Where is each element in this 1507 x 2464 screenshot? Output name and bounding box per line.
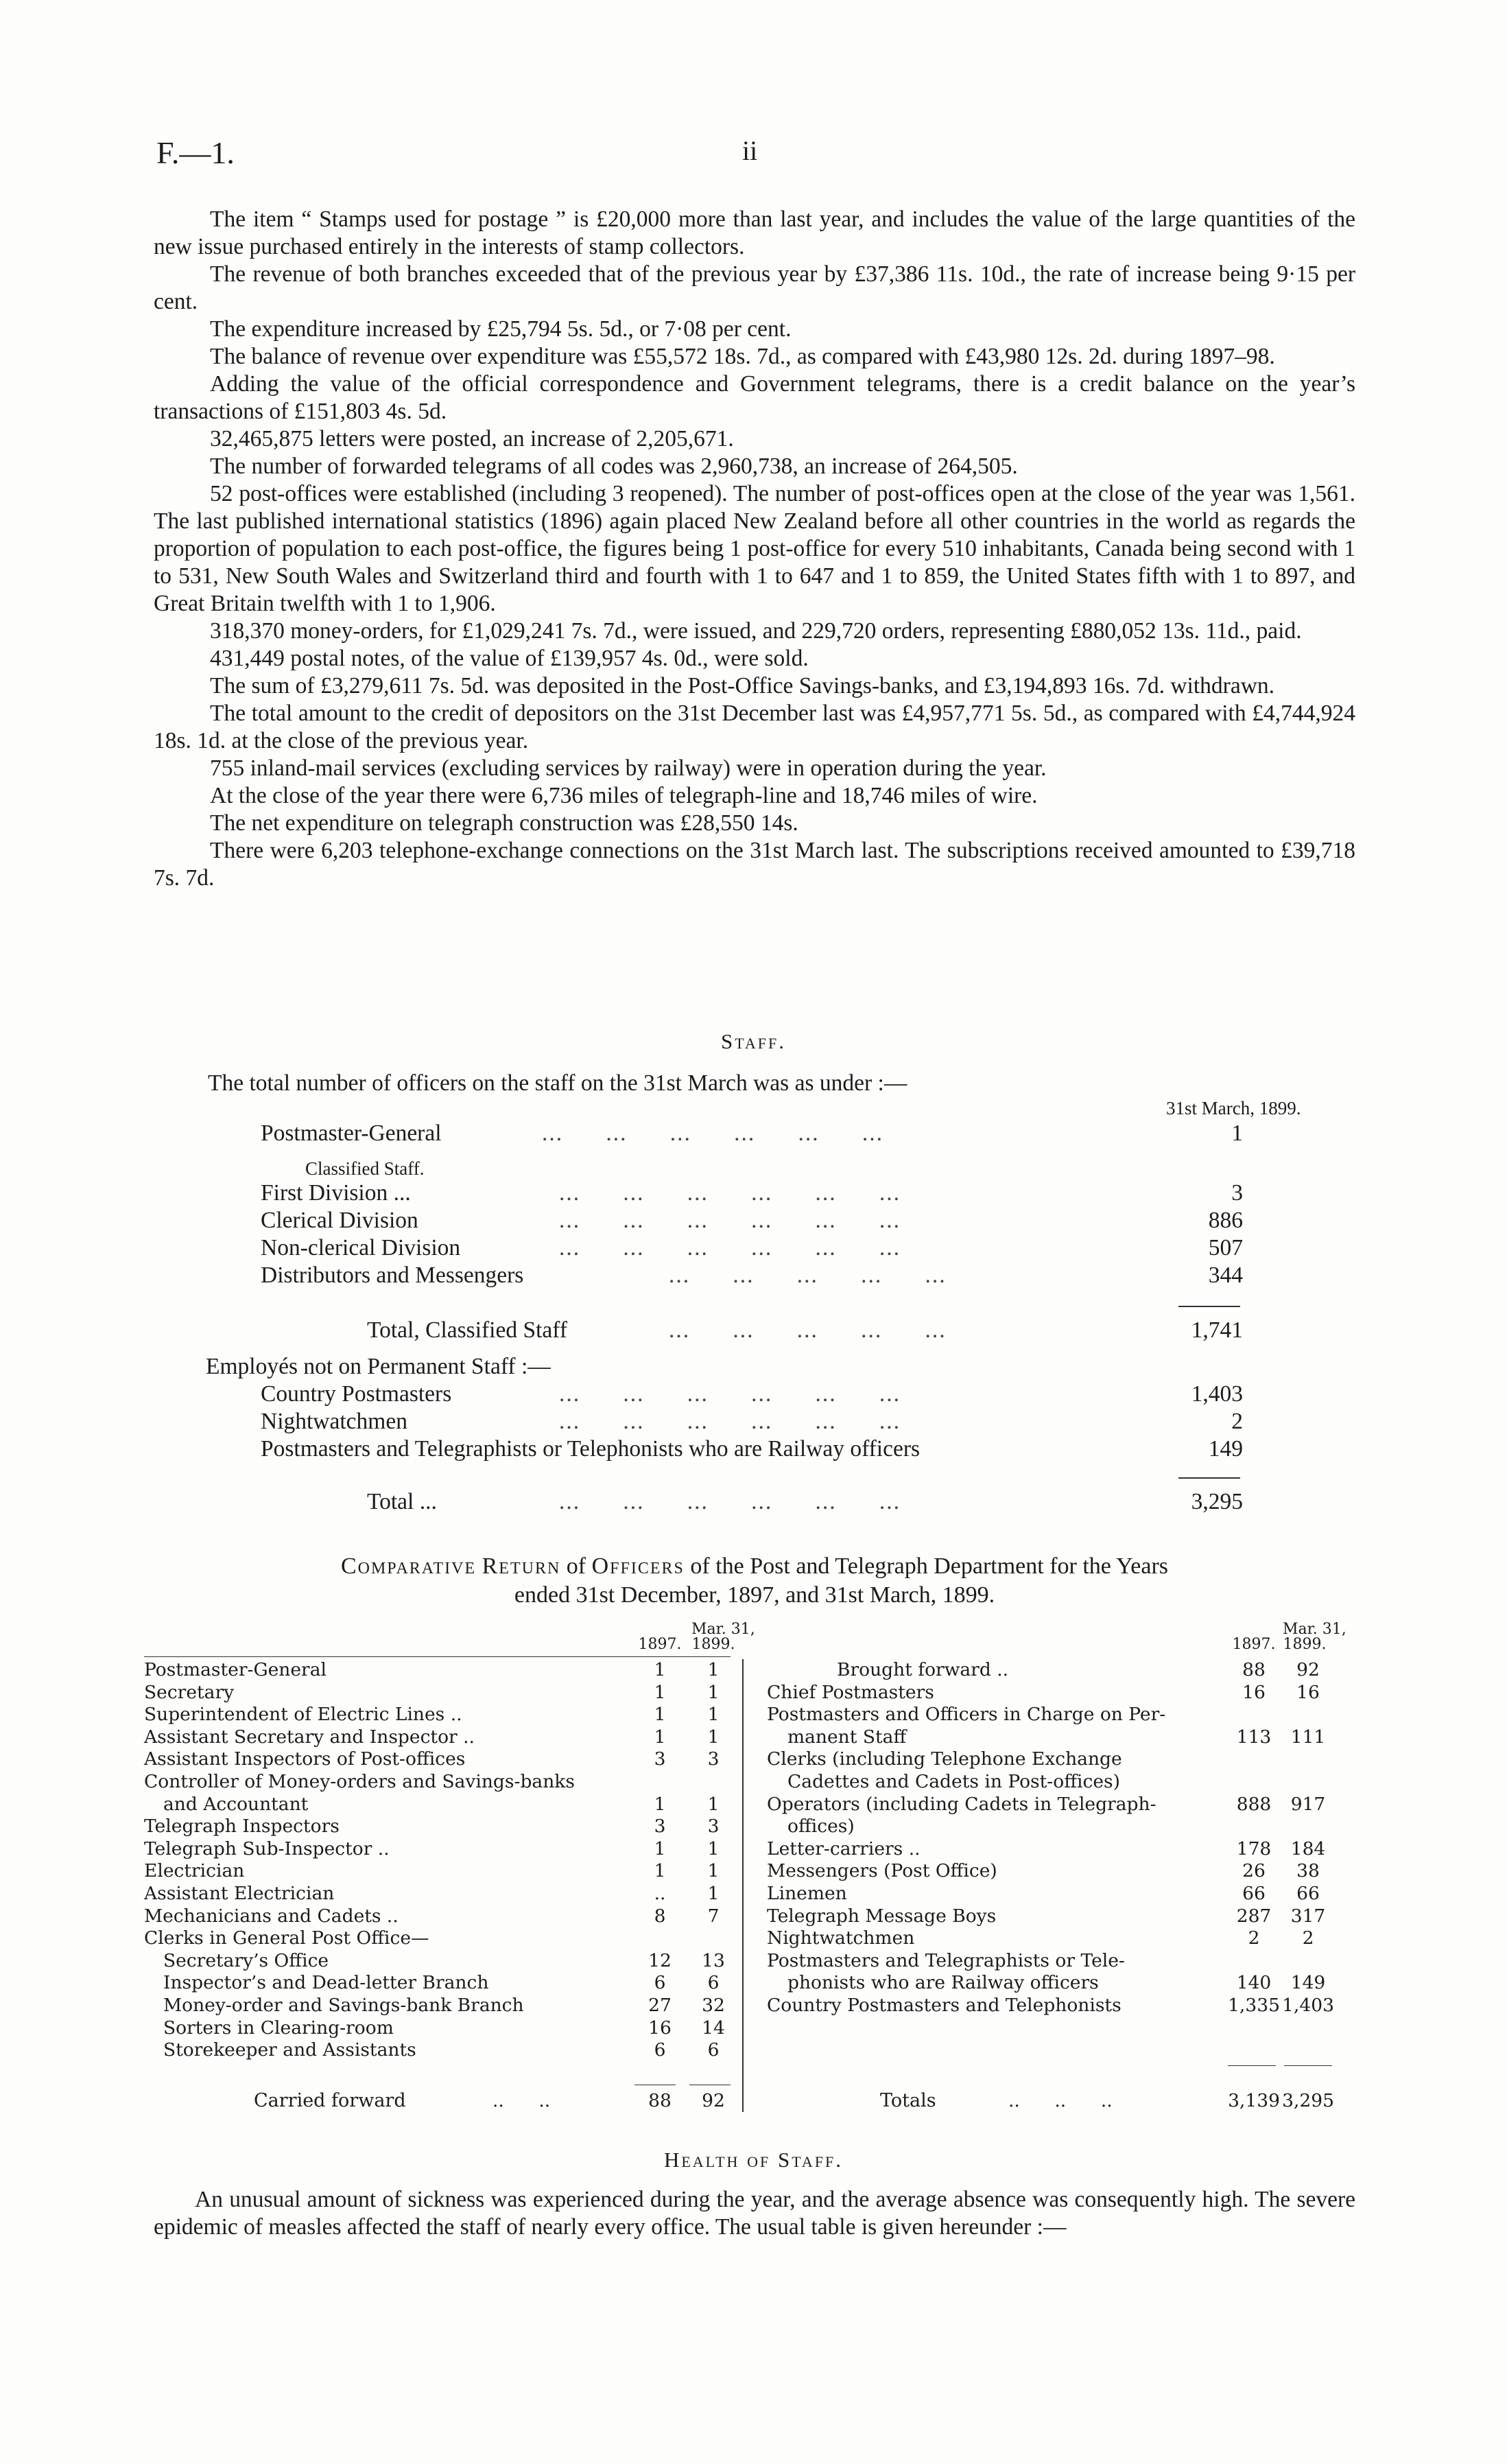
paragraph: The balance of revenue over expenditure was £55,572 18s. 7d., as compared with £43,980 12s. 2d. during 1897–98.	[210, 344, 1275, 369]
sum-rule	[1178, 1477, 1240, 1479]
right-row-1897: 1,335	[1228, 1995, 1280, 2016]
staff-row-value: 1,403	[1191, 1381, 1243, 1407]
comparative-return-title	[158, 1552, 1351, 1610]
paragraph: 32,465,875 letters were posted, an increase of 2,205,671.	[210, 426, 734, 451]
left-row-1899: 14	[702, 2017, 725, 2039]
title-part: Officers	[591, 1553, 685, 1579]
right-row-1897: 2	[1248, 1927, 1260, 1949]
totals-1899: 3,295	[1282, 2090, 1334, 2111]
staff-row-country-postmasters	[261, 1381, 451, 1407]
left-row-1899: 1	[707, 1883, 720, 1904]
title-part: Comparative	[340, 1553, 477, 1579]
right-row-label: Chief Postmasters	[767, 1681, 934, 1703]
right-row-1899: 2	[1302, 1927, 1314, 1949]
staff-row-nightwatchmen	[261, 1409, 407, 1435]
left-row-label: Secretary	[144, 1681, 235, 1703]
staff-row-label: Total, Classified Staff	[367, 1317, 567, 1343]
right-row-1897: 178	[1236, 1838, 1272, 1859]
staff-row-value: 3,295	[1191, 1489, 1243, 1514]
sum-rule	[1228, 2065, 1276, 2066]
column-header-1899: 1899.	[691, 1636, 735, 1653]
paragraph: The item “ Stamps used for postage ” is £20,000 more than last year, and includes the value of the large quantities of the new issue purchased entirely in the interests of stamp collectors.	[154, 207, 1355, 259]
title-part: of	[560, 1553, 592, 1579]
right-row-label: Postmasters and Officers in Charge on Per-	[767, 1704, 1166, 1726]
body-text	[154, 206, 1355, 892]
classified-staff-label: Classified Staff.	[305, 1158, 425, 1179]
right-row-label: Messengers (Post Office)	[767, 1860, 997, 1882]
right-row-1897: 66	[1242, 1883, 1266, 1904]
staff-row-value: 1,741	[1191, 1317, 1243, 1343]
staff-row-label: Distributors and Messengers	[261, 1263, 524, 1288]
right-row-1897: 888	[1236, 1793, 1272, 1815]
health-text	[154, 2186, 1355, 2241]
paragraph: The number of forwarded telegrams of all codes was 2,960,738, an increase of 264,505.	[210, 454, 1018, 479]
right-row-1897: 16	[1242, 1681, 1266, 1703]
staff-row-label: Employés not on Permanent Staff :—	[206, 1354, 551, 1379]
left-row-1899: 32	[702, 1995, 725, 2016]
left-row-label: Electrician	[144, 1860, 245, 1882]
leader-dots: ... ... ... ... ... ...	[559, 1180, 901, 1206]
staff-row-total	[367, 1489, 437, 1515]
column-header-mar: Mar. 31,	[691, 1621, 755, 1638]
left-row-label: Telegraph Sub-Inspector ..	[144, 1838, 390, 1859]
left-row-1897: 1	[654, 1659, 666, 1680]
left-row-label: Controller of Money-orders and Savings-banks	[144, 1771, 575, 1792]
left-row-1899: 1	[707, 1704, 720, 1726]
staff-row-value: 507	[1208, 1235, 1243, 1260]
staff-row-total-classified	[367, 1317, 567, 1344]
right-row-1899: 66	[1296, 1883, 1320, 1904]
left-row-label: Clerks in General Post Office—	[144, 1927, 429, 1949]
right-row-1899: 111	[1290, 1726, 1326, 1748]
paragraph: 318,370 money-orders, for £1,029,241 7s. 7d., were issued, and 229,720 orders, representing £880,052 13s. 11d., paid.	[210, 618, 1302, 644]
left-row-1897: 1	[654, 1681, 666, 1703]
left-row-1899: 7	[707, 1905, 720, 1927]
column-header-1899: 1899.	[1283, 1636, 1327, 1653]
right-row-label: manent Staff	[787, 1726, 907, 1748]
column-divider	[742, 1659, 744, 2112]
left-row-label: Assistant Secretary and Inspector ..	[144, 1726, 475, 1748]
staff-row-label: Postmaster-General	[261, 1120, 442, 1146]
staff-row-label: Postmasters and Telegraphists or Telephonists who are Railway officers	[261, 1436, 921, 1462]
right-row-label: Cadettes and Cadets in Post-offices)	[787, 1771, 1120, 1792]
column-header-1897: 1897.	[1232, 1636, 1276, 1653]
staff-row-value: 344	[1208, 1263, 1243, 1288]
left-row-1897: ..	[654, 1883, 666, 1904]
left-row-1899: 6	[707, 1972, 720, 1994]
left-row-1897: 3	[654, 1816, 666, 1838]
right-row-1899: 1,403	[1282, 1995, 1334, 2016]
page-number: ii	[742, 135, 758, 166]
left-row-1899: 6	[707, 2039, 720, 2061]
employes-label	[206, 1354, 551, 1380]
staff-row-label: Non-clerical Division	[261, 1235, 461, 1260]
staff-row-first-division	[261, 1180, 411, 1206]
paragraph: 52 post-offices were established (including 3 reopened). The number of post-offices open at the close of the year was 1,561. The last published international statistics (1896) again placed New Zealand before all other countries in the world as regards the proportion of population to each post-office, the figures being 1 post-office for every 510 inhabitants, Canada being second with 1 to 531, New South Wales and Switzerland third and fourth with 1 to 647 and 1 to 859, the United States fifth with 1 to 897, and Great Britain twelfth with 1 to 1,906.	[154, 481, 1355, 616]
left-row-1897: 1	[654, 1704, 666, 1726]
paragraph: The expenditure increased by £25,794 5s. 5d., or 7·08 per cent.	[210, 316, 792, 342]
title-part: Return	[482, 1553, 561, 1579]
right-row-label: Clerks (including Telephone Exchange	[767, 1748, 1122, 1770]
paragraph: 755 inland-mail services (excluding services by railway) were in operation during the year.	[210, 755, 1047, 781]
right-row-label: Linemen	[767, 1883, 847, 1904]
paragraph: 431,449 postal notes, of the value of £139,957 4s. 0d., were sold.	[210, 646, 809, 671]
paragraph: The revenue of both branches exceeded that of the previous year by £37,386 11s. 10d., the rate of increase being 9·15 per cent.	[154, 261, 1355, 314]
paragraph: At the close of the year there were 6,736 miles of telegraph-line and 18,746 miles of wire.	[210, 783, 1038, 808]
right-row-1897: 113	[1236, 1726, 1272, 1748]
right-row-1899: 16	[1296, 1681, 1320, 1703]
staff-date-header: 31st March, 1899.	[1166, 1098, 1301, 1118]
leader-dots: ... ... ... ... ... ...	[559, 1235, 901, 1260]
left-row-1897: 1	[654, 1726, 666, 1748]
right-row-label: Postmasters and Telegraphists or Tele-	[767, 1949, 1125, 1971]
right-row-1897: 287	[1236, 1905, 1272, 1927]
right-row-label: Letter-carriers ..	[767, 1838, 921, 1859]
left-row-1897: 1	[654, 1793, 666, 1815]
right-row-label: Operators (including Cadets in Telegraph-	[767, 1793, 1156, 1815]
staff-row-non-clerical-division	[261, 1235, 460, 1261]
left-row-1897: 16	[648, 2017, 672, 2039]
staff-intro: The total number of officers on the staff on the 31st March was as under :—	[208, 1070, 907, 1096]
carried-forward-1899: 92	[702, 2090, 725, 2111]
column-header-mar: Mar. 31,	[1283, 1621, 1346, 1638]
leader-dots: ... ... ... ... ... ...	[559, 1409, 901, 1434]
paragraph: The net expenditure on telegraph construction was £28,550 14s.	[210, 810, 798, 836]
left-row-label: Postmaster-General	[144, 1659, 327, 1680]
left-row-label: and Accountant	[163, 1793, 309, 1815]
left-row-1899: 3	[707, 1816, 720, 1838]
left-row-1897: 6	[654, 1972, 666, 1994]
left-row-1897: 12	[648, 1949, 672, 1971]
left-row-label: Telegraph Inspectors	[144, 1816, 340, 1838]
paragraph: There were 6,203 telephone-exchange connections on the 31st March last. The subscriptions received amounted to £39,718 7s. 7d.	[154, 838, 1355, 891]
title-part: of the Post and Telegraph Department for the Years	[684, 1553, 1169, 1579]
right-row-label: Nightwatchmen	[767, 1927, 915, 1949]
right-row-label: Brought forward ..	[837, 1659, 1009, 1680]
staff-row-label: Clerical Division	[261, 1208, 418, 1233]
carried-forward-1897: 88	[648, 2090, 672, 2111]
staff-row-label: Nightwatchmen	[261, 1409, 407, 1434]
left-row-label: Assistant Electrician	[144, 1883, 335, 1904]
right-row-1899: 149	[1290, 1972, 1326, 1994]
right-row-1897: 140	[1236, 1972, 1272, 1994]
title-part: ended 31st December, 1897, and 31st March, 1899.	[514, 1582, 995, 1608]
left-row-1899: 1	[707, 1838, 720, 1859]
right-row-label: phonists who are Railway officers	[787, 1972, 1099, 1994]
staff-row-value: 149	[1208, 1436, 1243, 1462]
paragraph: The sum of £3,279,611 7s. 5d. was deposited in the Post-Office Savings-banks, and £3,194,893 16s. 7d. withdrawn.	[210, 673, 1275, 699]
paragraph: An unusual amount of sickness was experienced during the year, and the average absence was consequently high. The severe epidemic of measles affected the staff of nearly every office. The usual table is given hereunder :—	[154, 2187, 1355, 2240]
totals-label: Totals	[880, 2090, 936, 2111]
carried-forward-label: Carried forward	[254, 2090, 406, 2111]
left-row-1897: 27	[648, 1995, 672, 2016]
staff-row-railway-officers	[261, 1436, 920, 1462]
left-row-label: Mechanicians and Cadets ..	[144, 1905, 399, 1927]
left-row-1899: 1	[707, 1793, 720, 1815]
left-row-label: Assistant Inspectors of Post-offices	[144, 1748, 466, 1770]
page-reference: F.—1.	[156, 135, 235, 170]
left-row-1897: 1	[654, 1838, 666, 1859]
leader-dots: ... ... ... ... ... ...	[542, 1120, 883, 1146]
left-row-1897: 3	[654, 1748, 666, 1770]
paragraph: The total amount to the credit of depositors on the 31st December last was £4,957,771 5s. 5d., as compared with £4,744,924 18s. 1d. at the close of the previous year.	[154, 701, 1355, 753]
left-row-1897: 6	[654, 2039, 666, 2061]
staff-row-value: 3	[1231, 1180, 1243, 1206]
staff-row-value: 1	[1231, 1120, 1243, 1146]
left-row-1899: 13	[702, 1949, 725, 1971]
left-row-label: Superintendent of Electric Lines ..	[144, 1704, 462, 1726]
leader-dots: ... ... ... ... ...	[669, 1263, 947, 1288]
totals-1897: 3,139	[1228, 2090, 1280, 2111]
staff-row-value: 886	[1208, 1208, 1243, 1233]
column-header-1897: 1897.	[638, 1636, 682, 1653]
staff-heading: Staff.	[720, 1029, 787, 1053]
right-row-label: Country Postmasters and Telephonists	[767, 1995, 1122, 2016]
left-row-1899: 3	[707, 1748, 720, 1770]
paragraph: Adding the value of the official correspondence and Government telegrams, there is a credit balance on the year’s transactions of £151,803 4s. 5d.	[154, 371, 1355, 424]
left-row-1899: 1	[707, 1659, 720, 1680]
staff-row-postmaster-general	[261, 1120, 442, 1147]
left-row-label: Sorters in Clearing-room	[163, 2017, 394, 2039]
right-row-1899: 184	[1290, 1838, 1326, 1859]
right-row-1897: 26	[1242, 1860, 1266, 1882]
left-row-1899: 1	[707, 1860, 720, 1882]
left-row-label: Secretary’s Office	[163, 1949, 329, 1971]
left-row-label: Inspector’s and Dead-letter Branch	[163, 1972, 489, 1994]
right-row-label: Telegraph Message Boys	[767, 1905, 997, 1927]
leader-dots: ... ... ... ... ... ...	[559, 1208, 901, 1233]
left-row-label: Storekeeper and Assistants	[163, 2039, 416, 2061]
right-row-label: offices)	[787, 1816, 855, 1838]
left-row-label: Money-order and Savings-bank Branch	[163, 1995, 524, 2016]
right-row-1899: 317	[1290, 1905, 1326, 1927]
left-row-1897: 1	[654, 1860, 666, 1882]
left-row-1899: 1	[707, 1726, 720, 1748]
staff-row-label: Country Postmasters	[261, 1381, 452, 1407]
staff-row-label: Total ...	[367, 1489, 437, 1514]
right-row-1899: 92	[1296, 1659, 1320, 1680]
staff-row-label: First Division ...	[261, 1180, 411, 1206]
left-row-1897: 8	[654, 1905, 666, 1927]
leader-dots: ... ... ... ... ... ...	[559, 1381, 901, 1407]
right-row-1897: 88	[1242, 1659, 1266, 1680]
leader-dots: .. ..	[493, 2090, 551, 2111]
sum-rule	[1284, 2065, 1332, 2066]
staff-row-value: 2	[1231, 1409, 1243, 1434]
leader-dots: ... ... ... ... ... ...	[559, 1489, 901, 1514]
staff-row-clerical-division	[261, 1208, 418, 1234]
left-row-1899: 1	[707, 1681, 720, 1703]
leader-dots: .. .. ..	[1008, 2090, 1113, 2111]
right-row-1899: 917	[1290, 1793, 1326, 1815]
leader-dots: ... ... ... ... ...	[669, 1317, 947, 1343]
health-heading: Health of Staff.	[663, 2148, 844, 2172]
right-row-1899: 38	[1296, 1860, 1320, 1882]
header-rule	[144, 1656, 731, 1657]
staff-row-distributors-messengers	[261, 1263, 523, 1289]
sum-rule	[1178, 1306, 1240, 1307]
